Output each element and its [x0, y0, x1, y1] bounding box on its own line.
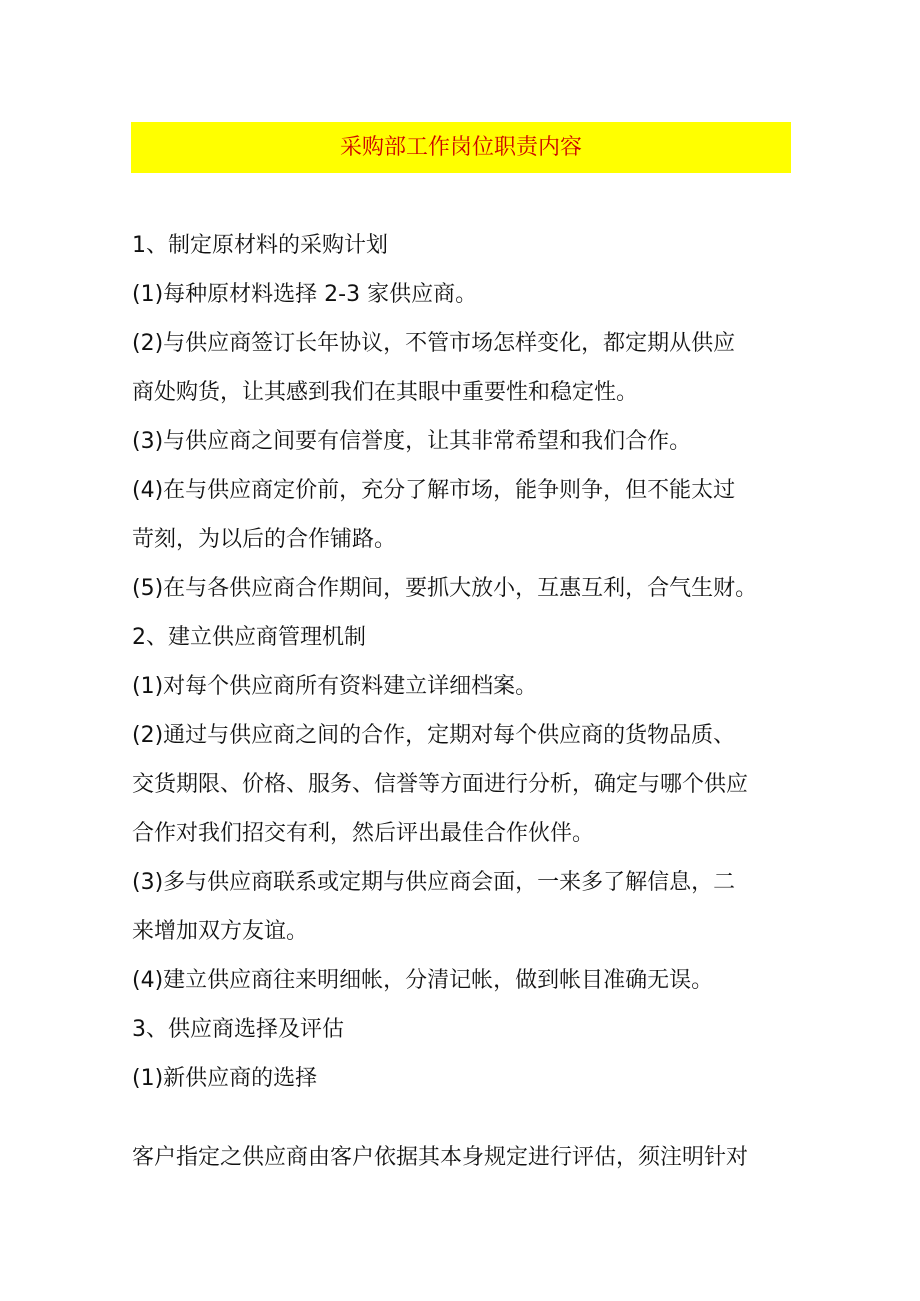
- list-item: (1)新供应商的选择: [132, 1066, 318, 1091]
- list-item: (2)与供应商签订长年协议，不管市场怎样变化，都定期从供应: [132, 331, 736, 356]
- list-item-continuation: 合作对我们招交有利，然后评出最佳合作伙伴。: [132, 821, 595, 846]
- list-item: (2)通过与供应商之间的合作，定期对每个供应商的货物品质、: [132, 723, 736, 748]
- list-item-continuation: 苛刻，为以后的合作铺路。: [132, 527, 397, 552]
- list-item-continuation: 商处购货，让其感到我们在其眼中重要性和稳定性。: [132, 380, 639, 405]
- body-paragraph: 客户指定之供应商由客户依据其本身规定进行评估，须注明针对: [132, 1145, 749, 1170]
- section-heading-1: 1、制定原材料的采购计划: [132, 233, 388, 258]
- section-heading-3: 3、供应商选择及评估: [132, 1017, 344, 1042]
- document-body: [132, 221, 812, 1182]
- list-item: (4)在与供应商定价前，充分了解市场，能争则争，但不能太过: [132, 478, 736, 503]
- list-item: (1)对每个供应商所有资料建立详细档案。: [132, 674, 538, 699]
- list-item: (3)多与供应商联系或定期与供应商会面，一来多了解信息，二: [132, 870, 736, 895]
- list-item: (4)建立供应商往来明细帐，分清记帐，做到帐目准确无误。: [132, 968, 714, 993]
- list-item-continuation: 交货期限、价格、服务、信誉等方面进行分析，确定与哪个供应: [132, 772, 749, 797]
- title-banner: [131, 122, 791, 173]
- section-heading-2: 2、建立供应商管理机制: [132, 625, 366, 650]
- document-title: 采购部工作岗位职责内容: [339, 134, 582, 160]
- list-item-continuation: 来增加双方友谊。: [132, 919, 309, 944]
- list-item: (3)与供应商之间要有信誉度，让其非常希望和我们合作。: [132, 429, 692, 454]
- list-item: (5)在与各供应商合作期间，要抓大放小，互惠互利，合气生财。: [132, 576, 758, 601]
- list-item: (1)每种原材料选择 2-3 家供应商。: [132, 282, 478, 307]
